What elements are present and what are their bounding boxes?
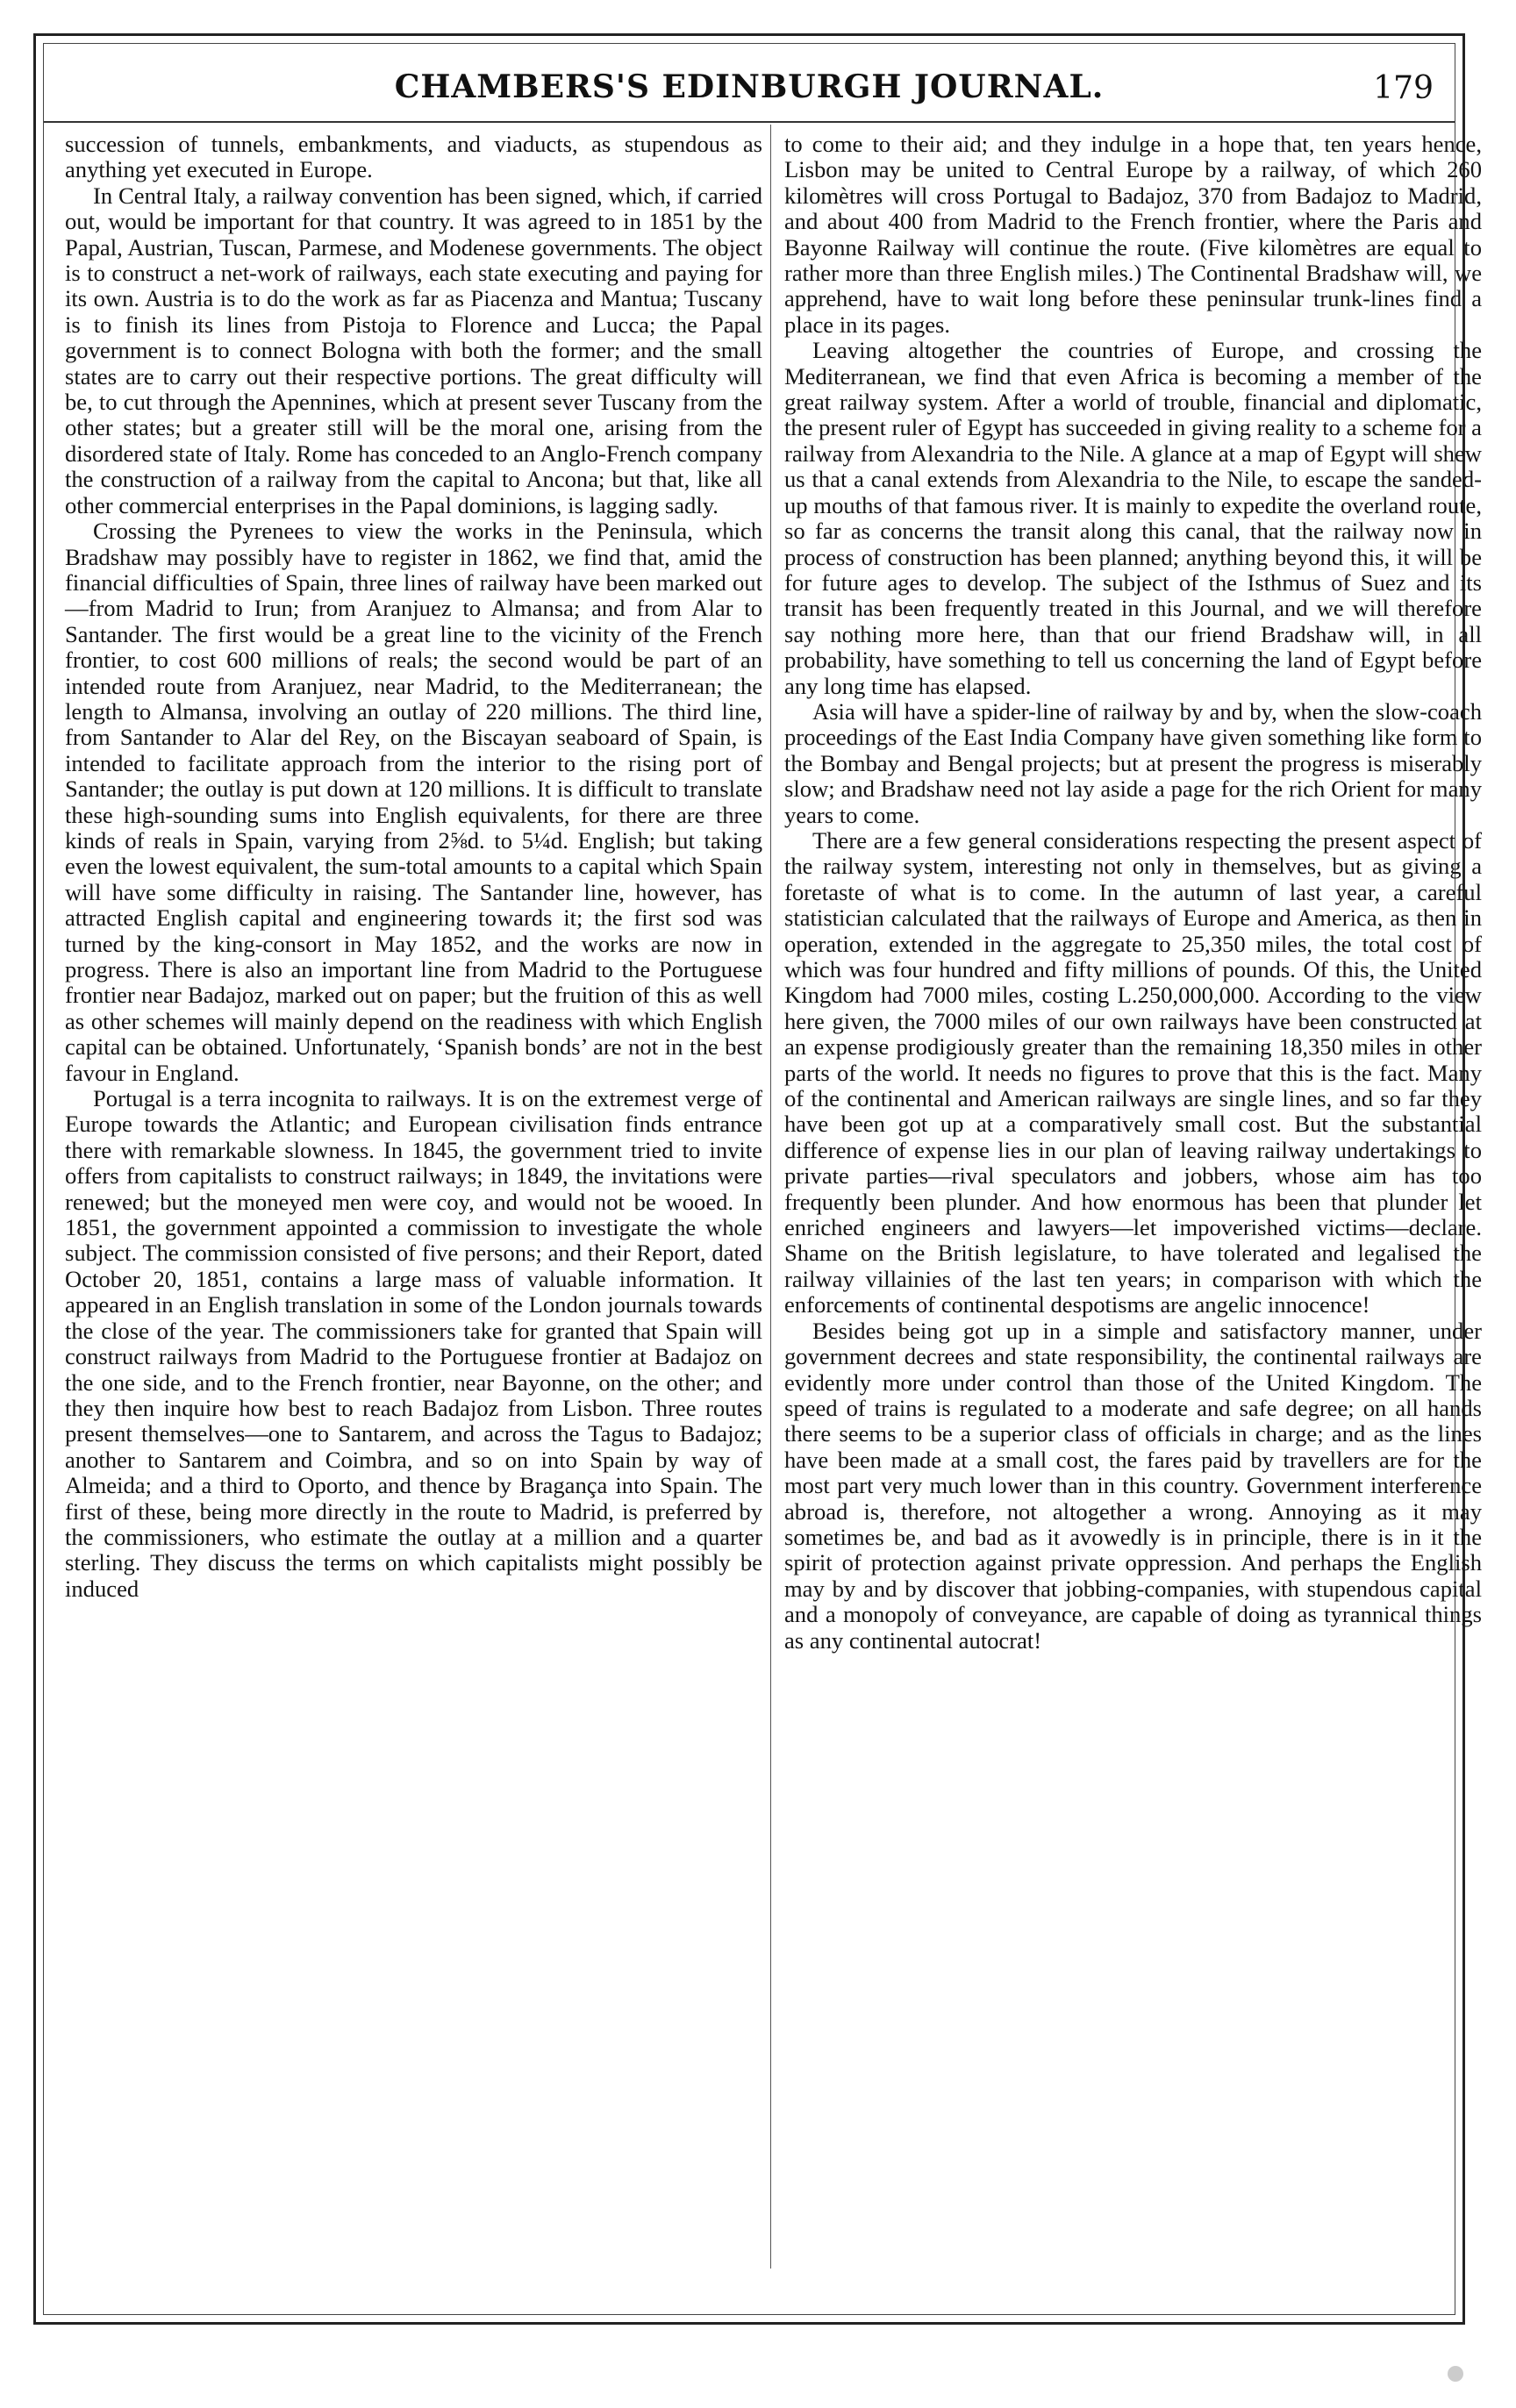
page-frame (33, 33, 1482, 2325)
journal-title: CHAMBERS'S EDINBURGH JOURNAL. (394, 68, 1105, 105)
paragraph: Besides being got up in a simple and satisfactory manner, under government decrees and state responsibility, the continental railways are evidently more under control than those of the United Kingdom. The speed of trains is regulated to a moderate and safe degree; on all hands there seems to be a superior class of officials in charge; and as the lines have been made at a small cost, the fares paid by travellers are for the most part very much lower than in this country. Government interference abroad is, therefore, not altogether a wrong. Annoying as it may sometimes be, and bad as it avowedly is in principle, there is in it the spirit of protection against private oppression. And perhaps the English may by and by discover that jobbing-companies, with stupendous capital and a monopoly of conveyance, are capable of doing as tyrannical things as any continental autocrat! (784, 1317, 1482, 1654)
paragraph: to come to their aid; and they indulge in a hope that, ten years hence, Lisbon may be united to Central Europe by a railway, of which 260 kilomètres will cross Portugal to Badajoz, 370 from Badajoz to Madrid, and about 400 from Madrid to the French frontier, where the Paris and Bayonne Railway will continue the route. (Five kilomètres are equal to rather more than three English miles.) The Continental Bradshaw will, we apprehend, have to wait long before these peninsular trunk-lines find a place in its pages. (784, 131, 1482, 338)
paragraph: Crossing the Pyrenees to view the works in the Peninsula, which Bradshaw may possibly have to register in 1862, we find that, amid the financial difficulties of Spain, three lines of railway have been marked out—from Madrid to Irun; from Aranjuez to Almansa; and from Alar to Santander. The first would be a great line to the vicinity of the French frontier, to cost 600 millions of reals; the second would be part of an intended route from Aranjuez, near Madrid, to the Mediterranean; the length to Almansa, involving an outlay of 220 millions. The third line, from Santander to Alar del Rey, on the Biscayan seaboard of Spain, is intended to facilitate approach from the interior to the rising port of Santander; the outlay is put down at 120 millions. It is difficult to translate these high-sounding sums into English equivalents, for there are three kinds of reals in Spain, varying from 2⅝d. to 5¼d. English; but taking even the lowest equivalent, the sum-total amounts to a capital which Spain will have some difficulty in raising. The Santander line, however, has attracted English capital and engineering towards it; the first sod was turned by the king-consort in May 1852, and the works are now in progress. There is also an important line from Madrid to the Portuguese frontier near Badajoz, marked out on paper; but the fruition of this as well as other schemes will mainly depend on the readiness with which English capital can be obtained. Unfortunately, ‘Spanish bonds’ are not in the best favour in England. (65, 518, 762, 1086)
scan-mark (1448, 2366, 1463, 2382)
page-number: 179 (1373, 70, 1434, 106)
paragraph: Portugal is a terra incognita to railways. It is on the extremest verge of Europe towards the Atlantic; and European civilisation finds entrance there with remarkable slowness. In 1845, the government tried to invite offers from capitalists to construct railways; in 1849, the invitations were renewed; but the moneyed men were coy, and would not be wooed. In 1851, the government appointed a commission to investigate the whole subject. The commission consisted of five persons; and their Report, dated October 20, 1851, contains a large mass of valuable information. It appeared in an English translation in some of the London journals towards the close of the year. The commissioners take for granted that Spain will construct railways from Madrid to the Portuguese frontier at Badajoz on the one side, and to the French frontier, near Bayonne, on the other; and they then inquire how best to reach Badajoz from Lisbon. Three routes present themselves—one to Santarem, and across the Tagus to Badajoz; another to Santarem and Coimbra, and so on into Spain by way of Almeida; and a third to Oporto, and thence by Bragança into Spain. The first of these, being more directly in the route to Madrid, is preferred by the commissioners, who estimate the outlay at a million and a quarter sterling. They discuss the terms on which capitalists might possibly be induced (65, 1085, 762, 1602)
paragraph: Asia will have a spider-line of railway by and by, when the slow-coach proceedings of the East India Company have given something like form to the Bombay and Bengal projects; but at present the progress is miserably slow; and Bradshaw need not lay aside a page for the rich Orient for many years to come. (784, 697, 1482, 828)
column-divider (770, 125, 771, 2269)
paragraph: Leaving altogether the countries of Europe, and crossing the Mediterranean, we find that even Africa is becoming a member of the great railway system. After a world of trouble, financial and diplomatic, the present ruler of Egypt has succeeded in giving reality to a scheme for a railway from Alexandria to the Nile. A glance at a map of Egypt will shew us that a canal extends from Alexandria to the Nile, to escape the sanded-up mouths of that famous river. It is mainly to expedite the overland route, so far as concerns the transit along this canal, that the railway now in process of construction has been planned; anything beyond this, it will be for future ages to develop. The subject of the Isthmus of Suez and its transit has been frequently treated in this Journal, and we will therefore say nothing more here, than that our friend Bradshaw will, in all probability, have something to tell us concerning the land of Egypt before any long time has elapsed. (784, 337, 1482, 699)
page-header (44, 44, 1455, 123)
paragraph: There are a few general considerations respecting the present aspect of the railway system, interesting not only in themselves, but as giving a foretaste of what is to come. In the autumn of last year, a careful statistician calculated that the railways of Europe and America, as then in operation, extended in the aggregate to 25,350 miles, the total cost of which was four hundred and fifty millions of pounds. Of this, the United Kingdom had 7000 miles, costing L.250,000,000. According to the view here given, the 7000 miles of our own railways have been constructed at an expense prodigiously greater than the remaining 18,350 miles in other parts of the world. It needs no figures to prove that this is the fact. Many of the continental and American railways are single lines, and so far they have been got up at a comparatively small cost. But the substantial difference of expense lies in our plan of leaving railway undertakings to private parties—rival speculators and jobbers, whose aim has too frequently been plunder. And how enormous has been that plunder let enriched engineers and lawyers—let impoverished victims—declare. Shame on the British legislature, to have tolerated and legalised the railway villainies of the last ten years; in comparison with which the enforcements of continental despotisms are angelic innocence! (784, 826, 1482, 1318)
right-column (784, 132, 1482, 1654)
page-inner-border (43, 43, 1482, 2315)
paragraph: In Central Italy, a railway convention has been signed, which, if carried out, would be important for that country. It was agreed to in 1851 by the Papal, Austrian, Tuscan, Parmese, and Modenese governments. The object is to construct a net-work of railways, each state executing and paying for its own. Austria is to do the work as far as Piacenza and Mantua; Tuscany is to finish its lines from Pistoja to Florence and Lucca; the Papal government is to connect Bologna with both the former; and the small states are to carry out their respective portions. The great difficulty will be, to cut through the Apennines, which at present sever Tuscany from the other states; but a greater still will be the moral one, arising from the disordered state of Italy. Rome has conceded to an Anglo-French company the construction of a railway from the capital to Ancona; but that, like all other commercial enterprises in the Papal dominions, is lagging sadly. (65, 182, 762, 518)
left-column (65, 132, 762, 1602)
paragraph: succession of tunnels, embankments, and viaducts, as stupendous as anything yet executed in Europe. (65, 131, 762, 183)
